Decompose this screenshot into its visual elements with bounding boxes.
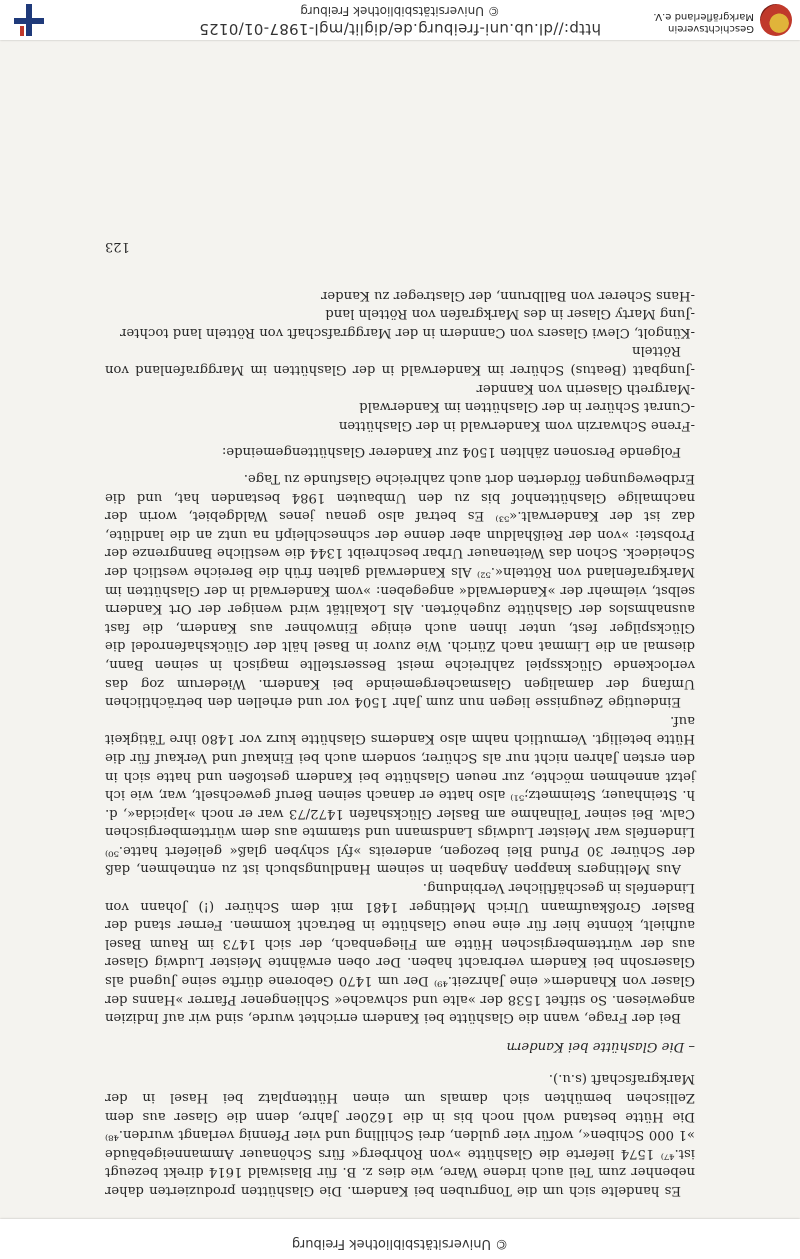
list-item: -Küngolt, Clewi Glasers von Canndern in der Marggrafschaft von Rötteln land tochter	[120, 324, 695, 340]
list-item: -Margreth Glaserin von Kannder	[476, 380, 695, 396]
library-copyright-footer: © Universitätsbibliothek Freiburg	[300, 4, 500, 18]
society-name: Geschichtsverein Markgräflerland e.V.	[653, 11, 754, 34]
page-number: 123	[105, 239, 130, 254]
list-item: -Hans Scherer von Ballbrunn, der Glastreger zu Kander	[321, 287, 695, 303]
society-logo-icon[interactable]	[760, 4, 792, 36]
list-item: -Cunrat Schürer in der Glashütten im Kanderwald	[359, 399, 695, 415]
paragraph-4: Eindeutige Zeugnisse liegen nun zum Jahr 1504 vor und erhellen den beträchtlichen Umfang der damaligen Glasmachergemeinde bei Kandern. Wiederum zog das verlockende Glücksspiel zahlreiche meist Besserstellte magisch in seinen Bann, diesmal an die Limmat nach Zürich. Wie zuvor in Basel hält der Glückshafenrodel die Glückspilger fest, unter ihnen auch einige Einwohner aus Kandern, die fast ausnahmslos der Glashütte zugehörten. Als Lokalität wird weniger der Ort Kandern selbst, vielmehr der »Kanderwald« angegeben: »vom Kanderwald in der Glashütten im Markgrafenland von Rötteln«.⁵²⁾ Als Kanderwald galten früh die Bereiche westlich der Scheideck. Schon das Weitenauer Urbar beschreibt 1344 die westliche Banngrenze der Probstei: »von der Reißhaldun aber denne der schneschleipfi na untz an die landlüte, daz ist der Kanderwalt.«⁵³⁾ Es betraf also genau jenes Waldgebiet, worin der nachmalige Glashüttenhof bis zu den Umbauten 1984 bestanden hat, und die Erdbewegungen förderten dort auch zahlreiche Glasfunde zu Tage.	[105, 471, 695, 710]
paragraph-3: Aus Meltingers knappen Angaben in seinem Handlungsbuch ist zu entnehmen, daß der Schürer 30 Pfund Blei bezogen, andereits »fyl schyben glaß« geliefert hatte.⁵⁰⁾ Lindenfels war Meister Ludwigs Landsmann und stammte aus dem württembergischen Calw. Bei seiner Teilnahme am Basler Glückshafen 1472/73 war er noch »lapicida«, d. h. Steinhauer, Steinmetz;⁵¹⁾ also hatte er danach seinen Beruf gewechselt, war, wie ich jetzt annehmen möchte, zur neuen Glashütte bei Kandern gestoßen und hatte sich in den ersten Jahren nicht nur als Schürer, sondern auch bei Einkauf und Verkauf für die Hütte beteiligt. Vermutlich nahm also Kanderns Glashütte kurz vor 1480 ihre Tätigkeit auf.	[105, 712, 695, 877]
header-bar	[0, 1219, 800, 1259]
list-item: -Frene Schwarzin vom Kanderwald in der Glashütten	[338, 417, 695, 433]
section-heading: – Die Glashütte bei Kandern	[506, 1038, 695, 1054]
paragraph-2: Bei der Frage, wann die Glashütte bei Kandern errichtet wurde, sind wir auf Indizien angewiesen. So stiftet 1538 der »alte und schwache« Schliengener Pfarrer »Hanns der Glaser von Khandern« eine Jahrzeit.⁴⁹⁾ Der um 1470 Geborene dürfte seine Jugend als Glasersohn bei Kandern verbracht haben. Der oben erwähnte Meister Ludwig Glaser aus der württembergischen Hütte am Fliegenbach, der sich 1473 im Raum Basel aufhielt, könnte hier für eine neue Glashütte in Betracht kommen. Ferner stand der Basler Großkaufmann Ulrich Meltinger 1481 mit dem Schürer (!) Johann von Lindenfels in geschäftlicher Verbindung.	[105, 880, 695, 1026]
list-item: -Jungbatt (Beatus) Schürer im Kanderwald in der Glashütten im Marggrafenland von Rötteln	[105, 343, 695, 378]
ub-logo-icon[interactable]	[14, 4, 44, 36]
person-list	[105, 285, 695, 434]
library-copyright: © Universitätsbibliothek Freiburg	[291, 1236, 509, 1251]
list-item: -Jung Marty Glaser in des Markgrafen von Rötteln land	[325, 306, 695, 322]
footer-bar	[0, 0, 800, 40]
paragraph-5: Folgende Personen zählten 1504 zur Kanderer Glashüttengemeinde:	[221, 444, 681, 460]
paragraph-1: Es handelte sich um die Tongruben bei Kandern. Die Glashütten produzierten daher nebenher zum Teil auch irdene Ware, wie dies z. B. für Blasiwald 1614 direkt bezeugt ist.⁴⁷⁾ 1574 lieferte die Glashütte »von Rohrberg« fürs Schönauer Ammanneigebäude »1 000 Schiben«, wofür vier gulden, drei Schilling und vier Pfennig verlangt wurden.⁴⁸⁾ Die Hütte bestand wohl noch bis in die 1620er Jahre, denn die Glaser aus dem Zellischen bemühten sich damals um einen Hüttenplatz bei Hasel in der Markgrafschaft (s.u.).	[105, 1071, 695, 1198]
permalink-url[interactable]: http://dl.ub.uni-freiburg.de/diglit/mgl-1987-01/0125	[198, 20, 602, 38]
page-text	[105, 285, 695, 1199]
